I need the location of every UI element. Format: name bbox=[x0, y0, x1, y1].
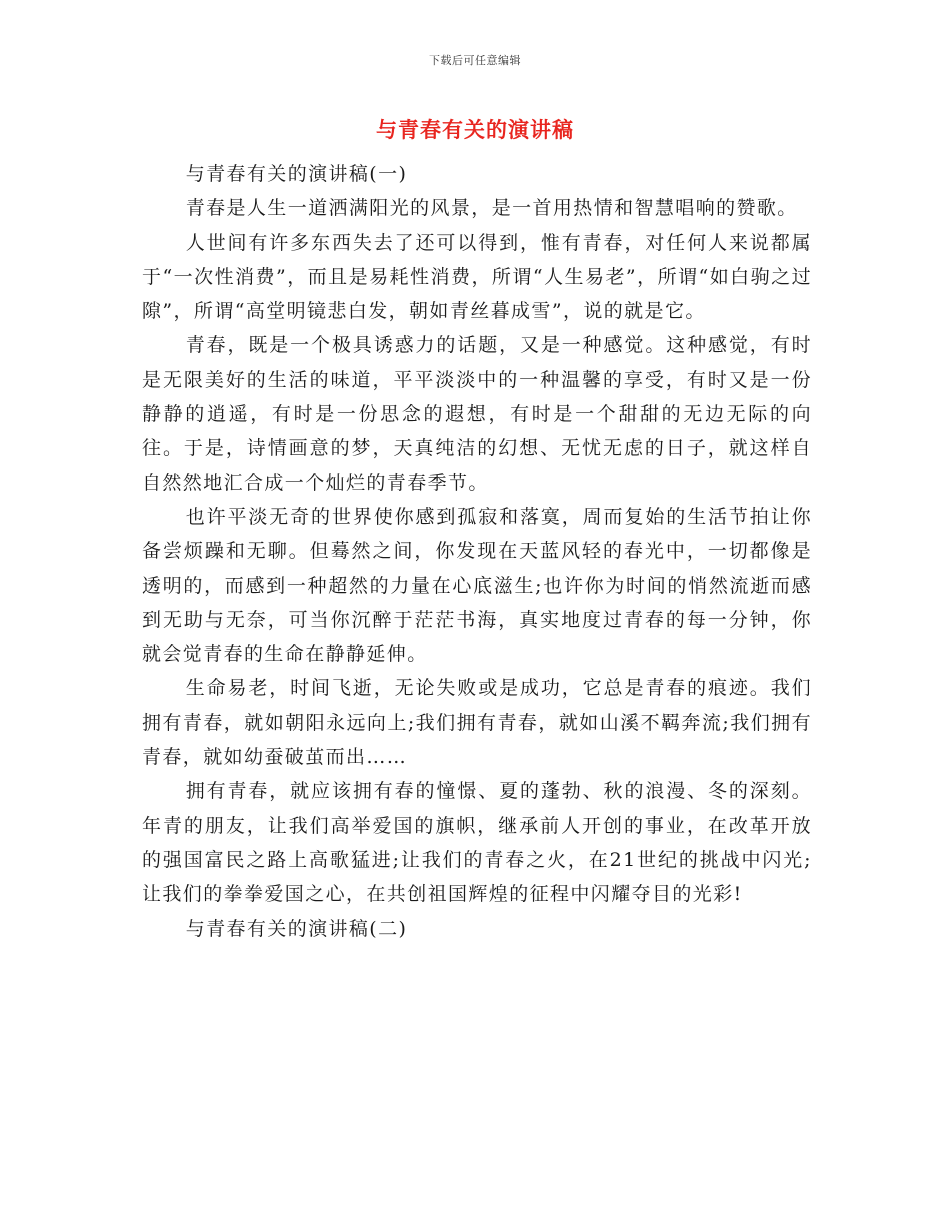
header-note: 下载后可任意编辑 bbox=[429, 54, 521, 67]
section-heading-1: 与青春有关的演讲稿(一) bbox=[185, 163, 408, 185]
paragraph-2: 人世间有许多东西失去了还可以得到，惟有青春，对任何人来说都属于“一次性消费”，而且是易耗性消费，所谓“人生易老”，所谓“如白驹之过隙”，所谓“高堂明镜悲白发，朝如青丝暮成雪”，说的就是它。 bbox=[142, 231, 812, 323]
paragraph-3: 青春，既是一个极具诱惑力的话题，又是一种感觉。这种感觉，有时是无限美好的生活的味道，平平淡淡中的一种温馨的享受，有时又是一份静静的逍遥，有时是一份思念的遐想，有时是一个甜甜的无边无际的向往。于是，诗情画意的梦，天真纯洁的幻想、无忧无虑的日子，就这样自自然然地汇合成一个灿烂的青春季节。 bbox=[142, 334, 812, 494]
paragraph-5: 生命易老，时间飞逝，无论失败或是成功，它总是青春的痕迹。我们拥有青春，就如朝阳永远向上;我们拥有青春，就如山溪不羁奔流;我们拥有青春，就如幼蚕破茧而出…… bbox=[142, 677, 812, 769]
paragraph-4: 也许平淡无奇的世界使你感到孤寂和落寞，周而复始的生活节拍让你备尝烦躁和无聊。但蓦然之间，你发现在天蓝风轻的春光中，一切都像是透明的，而感到一种超然的力量在心底滋生;也许你为时间的悄然流逝而感到无助与无奈，可当你沉醉于茫茫书海，真实地度过青春的每一分钟，你就会觉青春的生命在静静延伸。 bbox=[142, 505, 812, 666]
document-body bbox=[142, 157, 812, 946]
paragraph-1: 青春是人生一道洒满阳光的风景，是一首用热情和智慧唱响的赞歌。 bbox=[185, 197, 798, 220]
document-title: 与青春有关的演讲稿 bbox=[376, 118, 574, 142]
paragraph-6: 拥有青春，就应该拥有春的憧憬、夏的蓬勃、秋的浪漫、冬的深刻。年青的朋友，让我们高举爱国的旗帜，继承前人开创的事业，在改革开放的强国富民之路上高歌猛进;让我们的青春之火，在21世纪的挑战中闪光;让我们的拳拳爱国之心，在共创祖国辉煌的征程中闪耀夺目的光彩! bbox=[142, 780, 812, 906]
section-heading-2: 与青春有关的演讲稿(二) bbox=[185, 917, 408, 940]
